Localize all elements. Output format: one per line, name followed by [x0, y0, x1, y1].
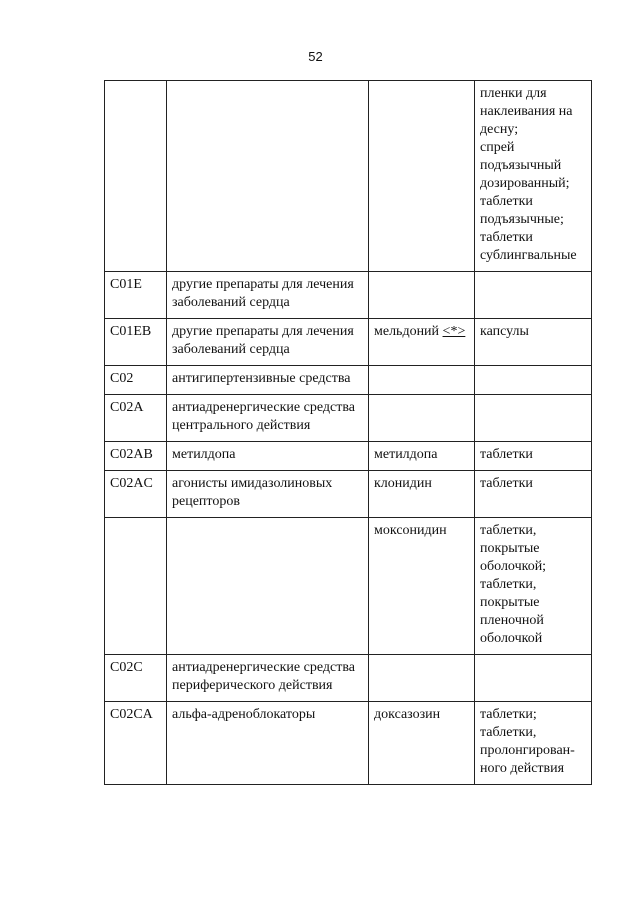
form-line: капсулы	[480, 324, 529, 339]
inn-cell	[369, 395, 475, 442]
form-line: таблетки, покрытые пленочной оболочкой	[480, 577, 544, 646]
form-line: таблетки, пролонгирован-ного действия	[480, 725, 575, 776]
atc-code-cell: C02CA	[105, 702, 167, 785]
table-row	[105, 319, 592, 366]
forms-cell	[475, 442, 592, 471]
inn-cell: доксазозин	[369, 702, 475, 785]
drug-table	[104, 80, 592, 785]
group-cell: метилдопа	[167, 442, 369, 471]
form-line: таблетки	[480, 447, 533, 462]
inn-cell: моксонидин	[369, 518, 475, 655]
atc-code-cell: C02C	[105, 655, 167, 702]
inn-cell	[369, 272, 475, 319]
form-line: пленки для наклеивания на десну;	[480, 86, 573, 137]
footnote-mark: <*>	[442, 324, 466, 339]
form-line: спрей подъязычный дозированный;	[480, 140, 570, 191]
table-row	[105, 442, 592, 471]
group-cell	[167, 518, 369, 655]
atc-code-cell: C02	[105, 366, 167, 395]
group-cell: агонисты имидазолиновых рецепторов	[167, 471, 369, 518]
table-row	[105, 702, 592, 785]
group-cell: другие препараты для лечения заболеваний сердца	[167, 319, 369, 366]
forms-cell	[475, 702, 592, 785]
page-number: 52	[308, 49, 323, 64]
inn-cell: метилдопа	[369, 442, 475, 471]
group-cell: антигипертензивные средства	[167, 366, 369, 395]
group-cell: антиадренергические средства центрального действия	[167, 395, 369, 442]
inn-cell	[369, 319, 475, 366]
atc-code-cell: C01EB	[105, 319, 167, 366]
group-cell	[167, 81, 369, 272]
form-line: таблетки подъязычные;	[480, 194, 564, 227]
table-row	[105, 395, 592, 442]
atc-code-cell: C02AB	[105, 442, 167, 471]
forms-cell	[475, 81, 592, 272]
table-row	[105, 81, 592, 272]
forms-cell	[475, 518, 592, 655]
forms-cell	[475, 655, 592, 702]
form-line: таблетки	[480, 476, 533, 491]
group-cell: другие препараты для лечения заболеваний сердца	[167, 272, 369, 319]
group-cell: антиадренергические средства периферического действия	[167, 655, 369, 702]
forms-cell	[475, 319, 592, 366]
group-cell: альфа-адреноблокаторы	[167, 702, 369, 785]
forms-cell	[475, 471, 592, 518]
atc-code-cell	[105, 81, 167, 272]
forms-cell	[475, 272, 592, 319]
table-row	[105, 518, 592, 655]
atc-code-cell	[105, 518, 167, 655]
inn-name: мельдоний	[374, 324, 440, 339]
inn-cell	[369, 366, 475, 395]
table-row	[105, 366, 592, 395]
inn-cell	[369, 81, 475, 272]
forms-cell	[475, 366, 592, 395]
table-row	[105, 471, 592, 518]
inn-cell: клонидин	[369, 471, 475, 518]
inn-cell	[369, 655, 475, 702]
table-row	[105, 272, 592, 319]
atc-code-cell: C02A	[105, 395, 167, 442]
forms-cell	[475, 395, 592, 442]
form-line: таблетки;	[480, 707, 537, 722]
atc-code-cell: C01E	[105, 272, 167, 319]
atc-code-cell: C02AC	[105, 471, 167, 518]
form-line: таблетки, покрытые оболочкой;	[480, 523, 547, 574]
form-line: таблетки сублингвальные	[480, 230, 577, 263]
table-row	[105, 655, 592, 702]
